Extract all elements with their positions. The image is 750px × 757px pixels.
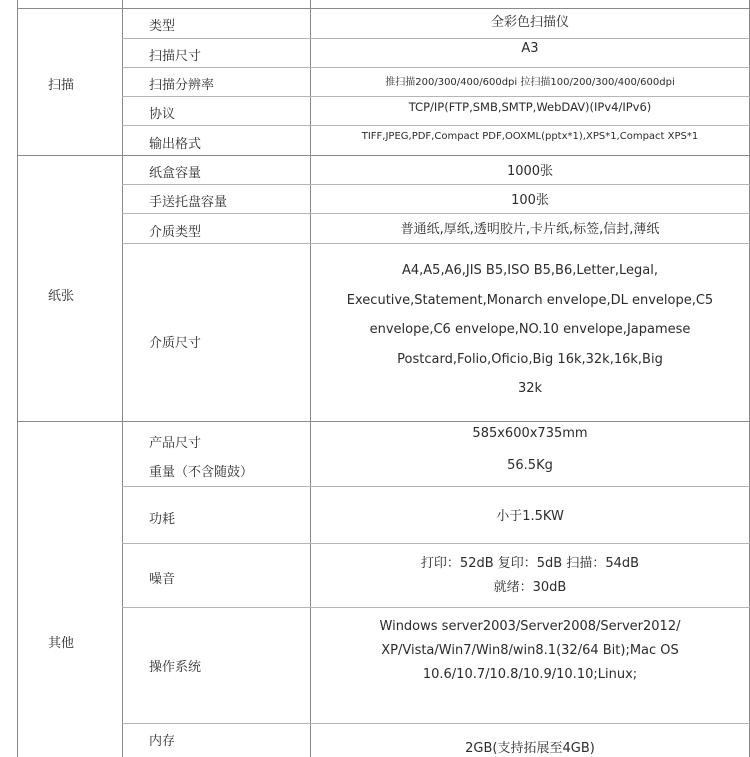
media-size-line: 32k [517,381,543,396]
label-scan-size: 扫描尺寸 [149,49,202,64]
value-scan-size: A3 [521,41,539,56]
noise-line: 就绪：30dB [493,580,567,595]
label-type: 类型 [149,19,176,34]
row-line [122,125,750,126]
row-line [122,486,750,487]
media-size-line: Postcard,Folio,Oficio,Big 16k,32k,16k,Big [397,351,663,367]
label-protocol: 协议 [149,107,176,122]
row-line [122,723,750,724]
noise-line: 打印：52dB 复印：5dB 扫描：54dB [420,556,640,571]
value-weight: 56.5Kg [507,458,553,473]
row-line [122,243,750,244]
label-media-size: 介质尺寸 [149,336,202,351]
label-media-type: 介质类型 [149,225,202,240]
label-noise: 噪音 [149,572,176,587]
section-label-scan: 扫描 [47,78,74,93]
label-scan-resolution: 扫描分辨率 [149,78,215,93]
row-line [122,213,750,214]
row-line [122,607,750,608]
os-line: XP/Vista/Win7/Win8/win8.1(32/64 Bit);Mac OS [381,643,679,658]
label-memory: 内存 [149,734,176,749]
value-memory: 2GB(支持拓展至4GB) [465,741,595,756]
section-line [17,155,750,156]
value-bypass-capacity: 100张 [511,193,549,208]
label-os: 操作系统 [149,660,202,675]
value-product-size: 585x600x735mm [472,426,588,441]
os-line: Windows server2003/Server2008/Server2012/ [379,619,681,634]
value-tray-capacity: 1000张 [506,164,554,179]
media-size-line: A4,A5,A6,JIS B5,ISO B5,B6,Letter,Legal, [401,263,658,278]
value-power: 小于1.5KW [496,509,564,524]
row-line [122,67,750,68]
media-size-line: envelope,C6 envelope,NO.10 envelope,Japamese [369,322,691,337]
label-weight: 重量（不含随鼓） [149,465,254,480]
os-line: 10.6/10.7/10.8/10.9/10.10;Linux; [422,667,638,682]
value-output-format: TIFF,JPEG,PDF,Compact PDF,OOXML(pptx*1),XPS*1,Compact XPS*1 [361,131,699,142]
row-line [122,38,750,39]
label-power: 功耗 [149,512,176,527]
label-output-format: 输出格式 [149,137,202,152]
value-scan-resolution: 推扫描200/300/400/600dpi 拉扫描100/200/300/400/600dpi [385,77,675,88]
label-product-size: 产品尺寸 [149,436,202,451]
row-line [122,184,750,185]
value-noise [310,552,750,600]
value-os [310,615,750,687]
column-divider-category [122,0,123,757]
media-size-line: Executive,Statement,Monarch envelope,DL envelope,C5 [346,292,714,308]
section-line [17,421,750,422]
row-line [122,96,750,97]
value-media-type: 普通纸,厚纸,透明胶片,卡片纸,标签,信封,薄纸 [400,222,660,237]
value-type: 全彩色扫描仪 [490,15,569,30]
value-protocol: TCP/IP(FTP,SMB,SMTP,WebDAV)(IPv4/IPv6) [408,100,652,114]
section-label-other: 其他 [47,636,74,651]
label-tray-capacity: 纸盒容量 [149,166,202,181]
value-media-size [310,256,750,404]
row-line [17,8,750,9]
section-label-paper: 纸张 [47,289,74,304]
label-bypass-capacity: 手送托盘容量 [149,195,228,210]
row-line [122,543,750,544]
